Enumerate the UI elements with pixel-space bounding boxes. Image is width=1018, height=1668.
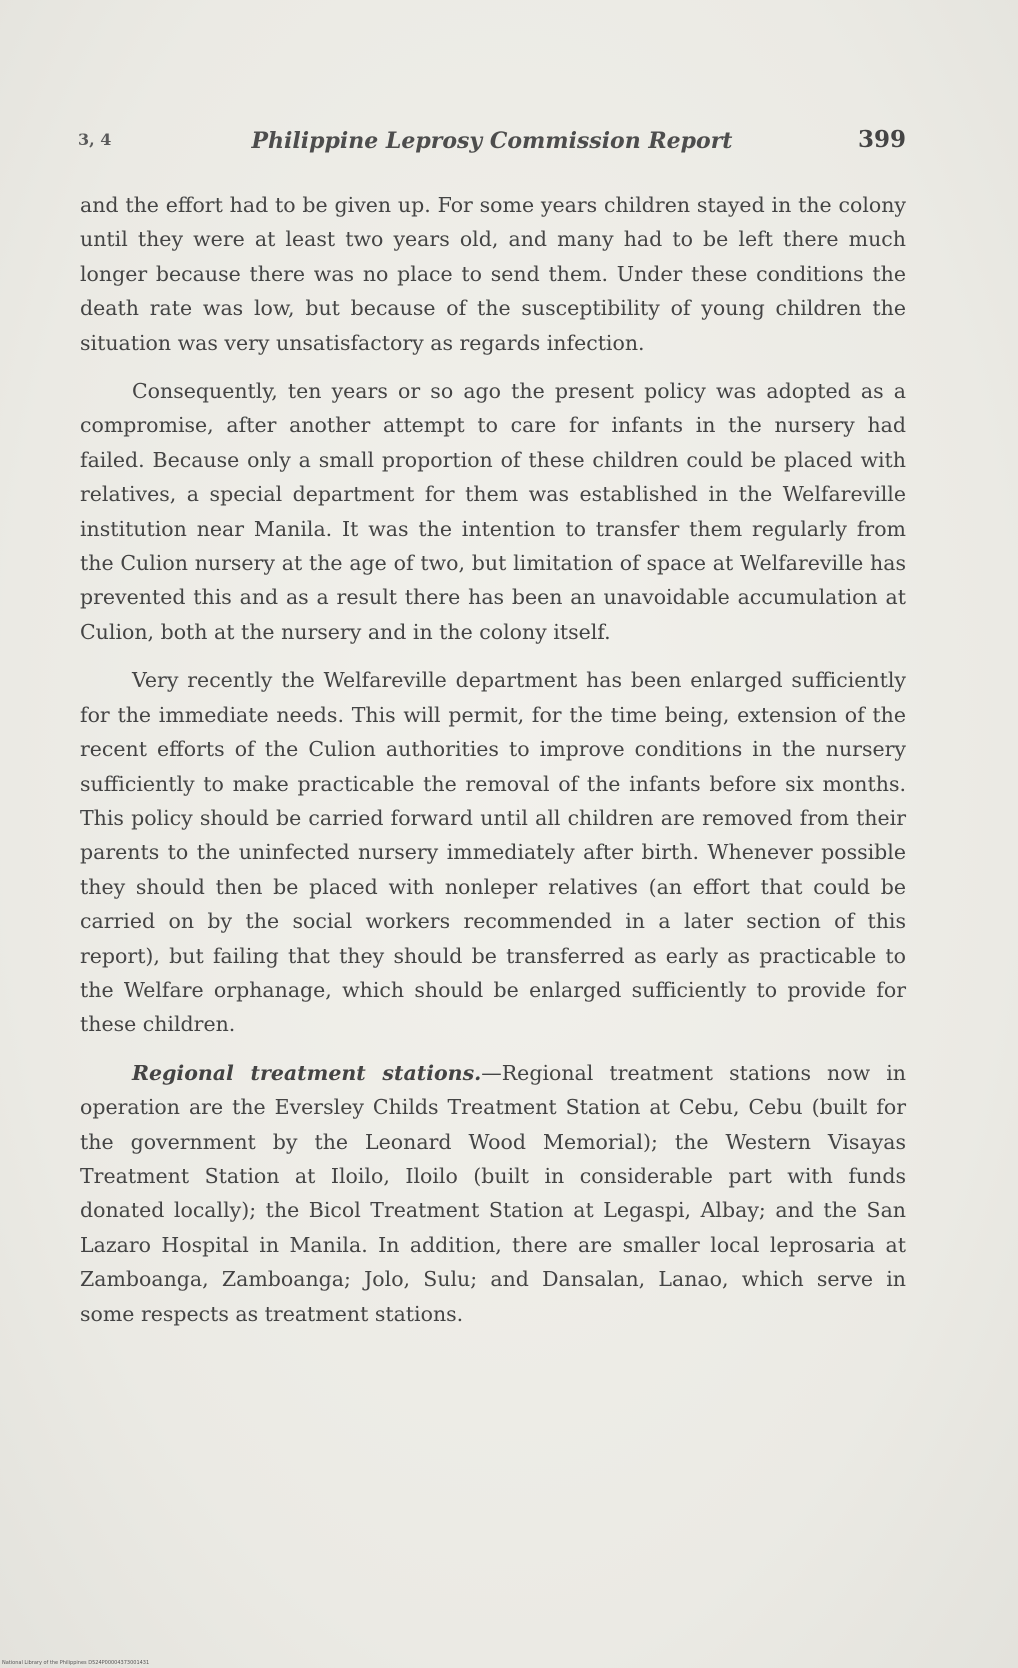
page-header (78, 126, 906, 166)
body-text (80, 188, 906, 1331)
paragraph-2: Consequently, ten years or so ago the present policy was adopted as a compromise, after another attempt to care for infants in the nursery had failed. Because only a small proportion of these children could be placed with relatives, a special department for them was established in the Welfareville institution near Manila. It was the intention to transfer them regularly from the Culion nursery at the age of two, but limitation of space at Welfareville has prevented this and as a result there has been an unavoidable accumulation at Culion, both at the nursery and in the colony itself. (80, 379, 906, 644)
scan-credit: National Library of the Philippines D524P00004373001431 (2, 1660, 150, 1666)
section-mark: 3, 4 (78, 130, 112, 149)
paragraph-3: Very recently the Welfareville department has been enlarged sufficiently for the immediate needs. This will permit, for the time being, extension of the recent efforts of the Culion authorities to improve conditions in the nursery sufficiently to make practicable the removal of the infants before six months. This policy should be carried forward until all children are removed from their parents to the uninfected nursery immediately after birth. Whenever possible they should then be placed with nonleper relatives (an effort that could be carried on by the social workers recommended in a later section of this report), but failing that they should be transferred as early as practicable to the Welfare orphanage, which should be enlarged sufficiently to provide for these children. (80, 668, 906, 1037)
running-title: Philippine Leprosy Commission Report (251, 128, 733, 154)
page-number: 399 (857, 126, 906, 153)
paragraph-4-heading: Regional treatment stations. (132, 1060, 482, 1085)
paragraph-1: and the effort had to be given up. For some years children stayed in the colony until they were at least two years old, and many had to be left there much longer because there was no place to send them. Under these conditions the death rate was low, but because of the susceptibility of young children the situation was very unsatisfactory as regards infection. (80, 193, 906, 355)
paragraph-4 (80, 1056, 906, 1331)
paragraph-4-text: —Regional treatment stations now in operation are the Eversley Childs Treatment Station at Cebu, Cebu (built for the government by the Leonard Wood Memorial); the Western Visayas Treatment Station at Iloilo, Iloilo (built in considerable part with funds donated locally); the Bicol Treatment Station at Legaspi, Albay; and the San Lazaro Hospital in Manila. In addition, there are smaller local leprosaria at Zamboanga, Zamboanga; Jolo, Sulu; and Dansalan, Lanao, which serve in some respects as treatment stations. (80, 1060, 906, 1326)
